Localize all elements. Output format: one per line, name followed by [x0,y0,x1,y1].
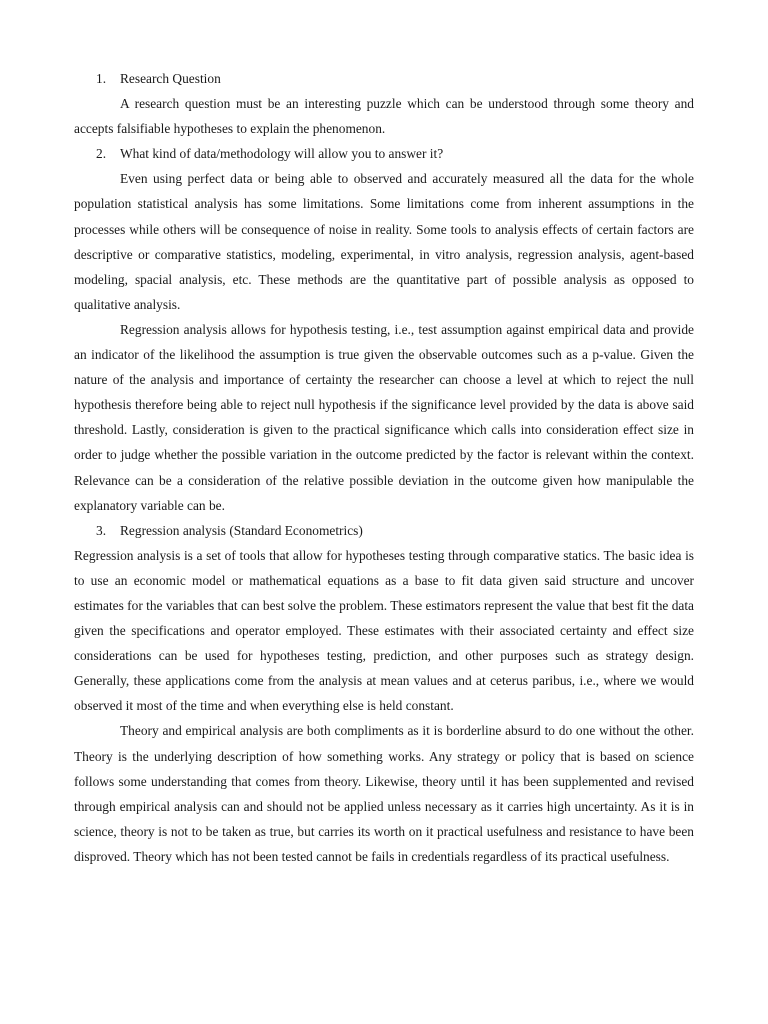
section-heading-1 [74,66,694,91]
section-title: Research Question [120,71,221,86]
section-heading-2 [74,141,694,166]
paragraph: Regression analysis is a set of tools that allow for hypotheses testing through comparative statics. The basic idea is to use an economic model or mathematical equations as a base to fit data given said structure and uncover estimates for the variables that can best solve the problem. These estimators represent the value that best fit the data given the specifications and operator employed. These estimates with their associated certainty and effect size considerations can be used for hypotheses testing, prediction, and other purposes such as strategy design. Generally, these applications come from the analysis at mean values and at ceterus paribus, i.e., where we would observed it most of the time and when everything else is held constant. [74,547,694,714]
section-title: Regression analysis (Standard Econometrics) [120,522,363,538]
paragraph: Regression analysis allows for hypothesis testing, i.e., test assumption against empirical data and provide an indicator of the likelihood the assumption is true given the observable outcomes such as a p-value. Given the nature of the analysis and importance of certainty the researcher can choose a level at which to reject the null hypothesis therefore being able to reject null hypothesis if the significance level provided by the data is above said threshold. Lastly, consideration is given to the practical significance which calls into consideration effect size in order to judge whether the possible variation in the outcome predicted by the factor is relevant within the context. Relevance can be a consideration of the relative possible deviation in the outcome given how manipulable the explanatory variable can be. [74,321,694,513]
section-number: 1. [96,71,107,86]
section-number: 3. [96,522,107,538]
paragraph: Even using perfect data or being able to observed and accurately measured all the data for the whole population statistical analysis has some limitations. Some limitations come from inherent assumptions in the processes while others will be consequence of noise in reality. Some tools to analysis effects of certain factors are descriptive or comparative statistics, modeling, experimental, in vitro analysis, regression analysis, agent-based modeling, spacial analysis, etc. These methods are the quantitative part of possible analysis as opposed to qualitative analysis. [74,171,694,312]
paragraph: A research question must be an interesting puzzle which can be understood through some theory and accepts falsifiable hypotheses to explain the phenomenon. [74,96,694,137]
section-number: 2. [96,146,107,162]
document-page [74,66,694,869]
section-heading-3 [74,518,694,543]
section-title: What kind of data/methodology will allow you to answer it? [120,146,444,162]
paragraph: Theory and empirical analysis are both compliments as it is borderline absurd to do one without the other. Theory is the underlying description of how something works. Any strategy or policy that is based on science follows some understanding that comes from theory. Likewise, theory until it has been supplemented and revised through empirical analysis can and should not be applied unless necessary as it carries high uncertainty. As it is in science, theory is not to be taken as true, but carries its worth on it practical usefulness and resistance to have been disproved. Theory which has not been tested cannot be fails in credentials regardless of its practical usefulness. [74,723,694,864]
